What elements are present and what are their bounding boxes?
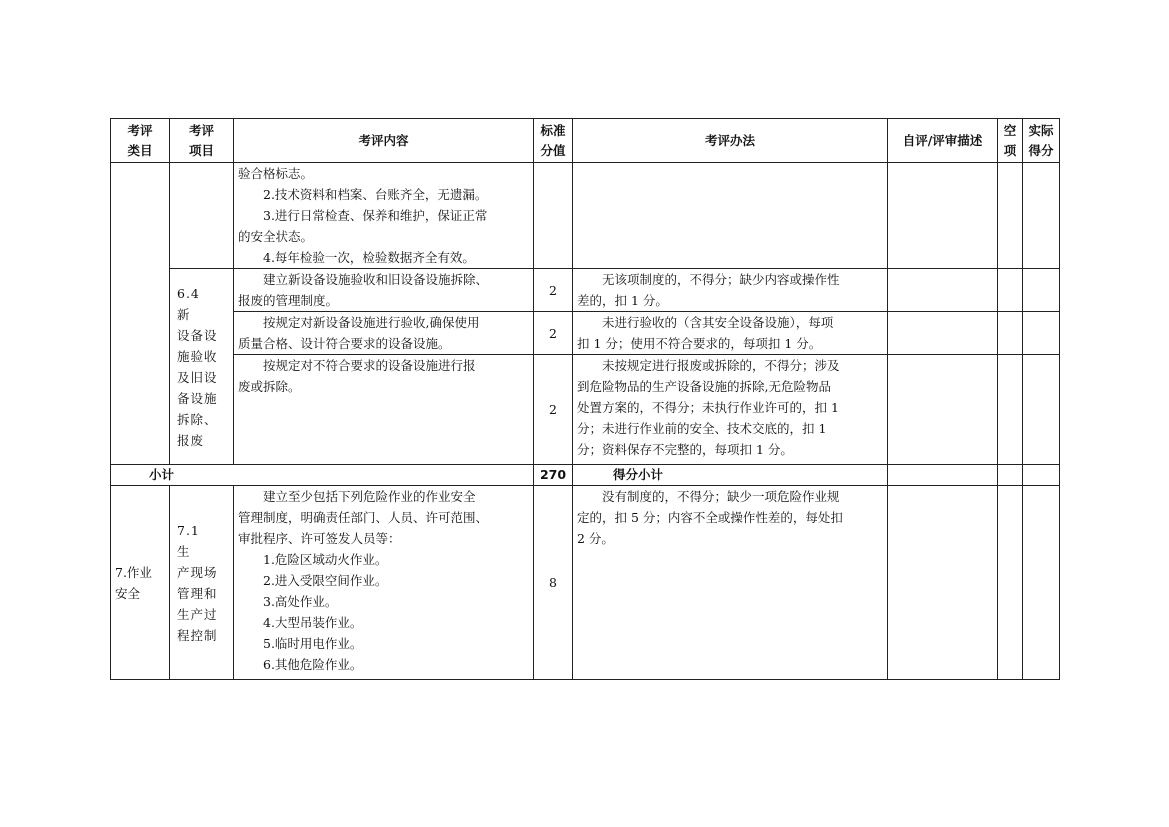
header-self-eval: 自评/评审描述 xyxy=(888,119,998,163)
item-cell-6-4: 6.4 新 设备设 施验收 及旧设 备设施 拆除、 报废 xyxy=(170,269,234,465)
blank-cell xyxy=(998,312,1023,355)
content-line: 2.技术资料和档案、台账齐全，无遗漏。 xyxy=(263,187,488,202)
score-cell: 2 xyxy=(534,355,573,465)
content-line: 验合格标志。 xyxy=(238,166,314,181)
header-method: 考评办法 xyxy=(573,119,888,163)
header-content: 考评内容 xyxy=(234,119,534,163)
table-row xyxy=(111,486,1060,680)
subtotal-method-label: 得分小计 xyxy=(573,465,888,486)
header-row xyxy=(111,119,1060,163)
actual-cell xyxy=(1023,269,1060,312)
category-cell-cont xyxy=(111,163,170,465)
actual-cell xyxy=(1023,355,1060,465)
self-eval-cell xyxy=(888,163,998,269)
blank-cell xyxy=(998,465,1023,486)
blank-cell xyxy=(998,355,1023,465)
header-score: 标准 分值 xyxy=(534,119,573,163)
actual-cell xyxy=(1023,312,1060,355)
method-cell: 未进行验收的（含其安全设备设施），每项 扣 1 分；使用不符合要求的，每项扣 1 分。 xyxy=(573,312,888,355)
header-category: 考评 类目 xyxy=(111,119,170,163)
header-actual: 实际 得分 xyxy=(1023,119,1060,163)
content-line: 4.每年检验一次，检验数据齐全有效。 xyxy=(263,250,475,265)
blank-cell xyxy=(998,269,1023,312)
table-row xyxy=(111,269,1060,312)
content-line: 的安全状态。 xyxy=(238,229,314,244)
method-cell: 未按规定进行报废或拆除的，不得分；涉及 到危险物品的生产设备设施的拆除,无危险物品 处置方案的，不得分；未执行作业许可的，扣 1 分；未进行作业前的安全、技术交底的，扣 1 分；资料保存不完整的，每项扣 1 分。 xyxy=(573,355,888,465)
method-cell: 没有制度的，不得分；缺少一项危险作业规 定的，扣 5 分；内容不全或操作性差的，每处扣 2 分。 xyxy=(573,486,888,680)
blank-cell xyxy=(998,486,1023,680)
method-cell-cont xyxy=(573,163,888,269)
subtotal-row xyxy=(111,465,1060,486)
self-eval-cell xyxy=(888,486,998,680)
table-row xyxy=(111,312,1060,355)
evaluation-table xyxy=(110,118,1060,680)
self-eval-cell xyxy=(888,465,998,486)
self-eval-cell xyxy=(888,269,998,312)
header-blank: 空 项 xyxy=(998,119,1023,163)
content-cell: 建立新设备设施验收和旧设备设施拆除、 报废的管理制度。 xyxy=(234,269,534,312)
score-cell: 8 xyxy=(534,486,573,680)
content-cell: 按规定对新设备设施进行验收,确保使用 质量合格、设计符合要求的设备设施。 xyxy=(234,312,534,355)
item-cell-cont xyxy=(170,163,234,269)
item-cell-7-1: 7.1 生 产现场 管理和 生产过 程控制 xyxy=(170,486,234,680)
table-row xyxy=(111,355,1060,465)
content-cell: 建立至少包括下列危险作业的作业安全 管理制度，明确责任部门、人员、许可范围、 审批程序、许可签发人员等： 1.危险区域动火作业。 2.进入受限空间作业。 3.高处作业。 4.大型吊装作业。 5.临时用电作业。 6.其他危险作业。 xyxy=(234,486,534,680)
table-row-continuation xyxy=(111,163,1060,269)
score-cell: 2 xyxy=(534,269,573,312)
subtotal-score: 270 xyxy=(534,465,573,486)
content-cell-cont xyxy=(234,163,534,269)
method-cell: 无该项制度的，不得分；缺少内容或操作性 差的，扣 1 分。 xyxy=(573,269,888,312)
score-cell-cont xyxy=(534,163,573,269)
actual-cell xyxy=(1023,486,1060,680)
content-cell: 按规定对不符合要求的设备设施进行报 废或拆除。 xyxy=(234,355,534,465)
content-line: 3.进行日常检查、保养和维护，保证正常 xyxy=(263,208,488,223)
header-item: 考评 项目 xyxy=(170,119,234,163)
score-cell: 2 xyxy=(534,312,573,355)
subtotal-label: 小计 xyxy=(111,465,534,486)
actual-cell xyxy=(1023,465,1060,486)
self-eval-cell xyxy=(888,355,998,465)
category-cell-7: 7.作业 安全 xyxy=(111,486,170,680)
actual-cell xyxy=(1023,163,1060,269)
self-eval-cell xyxy=(888,312,998,355)
blank-cell xyxy=(998,163,1023,269)
